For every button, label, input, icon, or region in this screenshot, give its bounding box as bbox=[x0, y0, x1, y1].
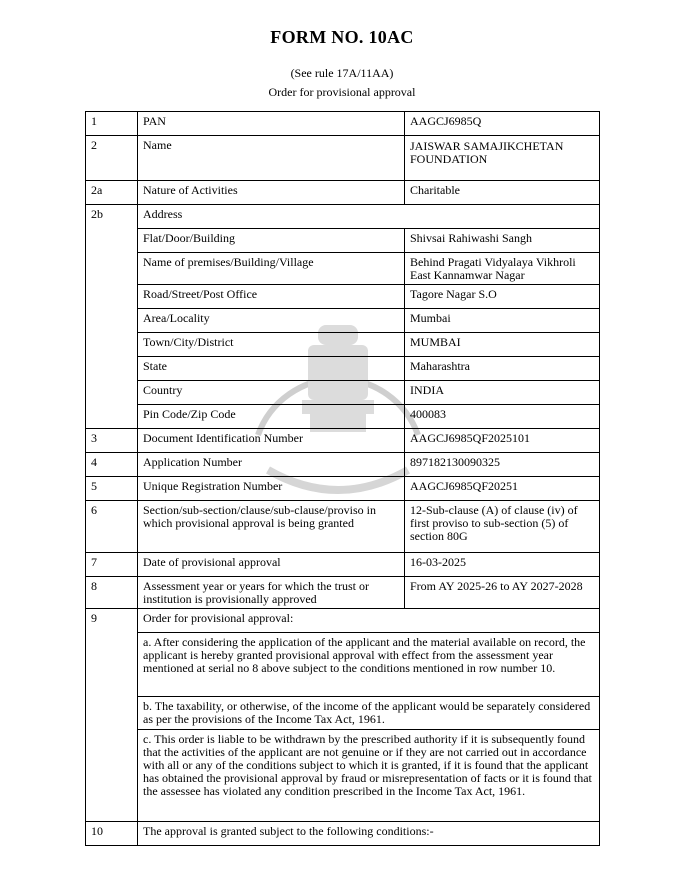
table-row bbox=[86, 181, 600, 205]
table-row bbox=[86, 609, 600, 633]
form-rule: (See rule 17A/11AA) bbox=[290, 66, 394, 80]
row-label: Application Number bbox=[138, 453, 405, 477]
row-value: From AY 2025-26 to AY 2027-2028 bbox=[405, 577, 600, 609]
row-number: 9 bbox=[86, 609, 138, 822]
table-row bbox=[86, 381, 600, 405]
address-value: INDIA bbox=[405, 381, 600, 405]
row-label: Date of provisional approval bbox=[138, 553, 405, 577]
address-label: Area/Locality bbox=[138, 309, 405, 333]
table-row bbox=[86, 477, 600, 501]
address-label: Road/Street/Post Office bbox=[138, 285, 405, 309]
row-value: AAGCJ6985Q bbox=[405, 112, 600, 136]
address-label: Pin Code/Zip Code bbox=[138, 405, 405, 429]
row-value: 897182130090325 bbox=[405, 453, 600, 477]
row-number: 5 bbox=[86, 477, 138, 501]
row-number: 4 bbox=[86, 453, 138, 477]
table-row bbox=[86, 333, 600, 357]
address-value: Maharashtra bbox=[405, 357, 600, 381]
table-row bbox=[86, 309, 600, 333]
address-value: 400083 bbox=[405, 405, 600, 429]
row-label: Order for provisional approval: bbox=[138, 609, 600, 633]
row-value: AAGCJ6985QF20251 bbox=[405, 477, 600, 501]
form-subtitle: Order for provisional approval bbox=[268, 85, 416, 99]
row-label: The approval is granted subject to the following conditions:- bbox=[138, 822, 600, 846]
address-value: Behind Pragati Vidyalaya Vikhroli East Kannamwar Nagar bbox=[405, 253, 600, 285]
row-value: JAISWAR SAMAJIKCHETAN FOUNDATION bbox=[405, 136, 600, 181]
address-label: Country bbox=[138, 381, 405, 405]
table-row bbox=[86, 205, 600, 229]
row-value: 12-Sub-clause (A) of clause (iv) of first proviso to sub-section (5) of section 80G bbox=[405, 501, 600, 553]
order-paragraph-a: a. After considering the application of the applicant and the material available on record, the applicant is hereby granted provisional approval with effect from the assessment year mentioned at serial no 8 above subject to the conditions mentioned in row number 10. bbox=[138, 633, 600, 697]
row-number: 10 bbox=[86, 822, 138, 846]
order-paragraph-b: b. The taxability, or otherwise, of the income of the applicant would be separately considered as per the provisions of the Income Tax Act, 1961. bbox=[138, 697, 600, 730]
table-row bbox=[86, 136, 600, 181]
address-label: Flat/Door/Building bbox=[138, 229, 405, 253]
row-number: 7 bbox=[86, 553, 138, 577]
table-row bbox=[86, 633, 600, 697]
table-row bbox=[86, 357, 600, 381]
row-label: Name bbox=[138, 136, 405, 181]
address-value: MUMBAI bbox=[405, 333, 600, 357]
form-title: FORM NO. 10AC bbox=[270, 27, 414, 47]
table-row bbox=[86, 501, 600, 553]
address-label: Town/City/District bbox=[138, 333, 405, 357]
table-row bbox=[86, 429, 600, 453]
row-label: Assessment year or years for which the trust or institution is provisionally approved bbox=[138, 577, 405, 609]
order-paragraph-c: c. This order is liable to be withdrawn by the prescribed authority if it is subsequently found that the activities of the applicant are not genuine or if they are not carried out in accordance with all or any of the conditions subject to which it is granted, if it is found that the applicant has obtained the provisional approval by fraud or misrepresentation of facts or it is found that the assessee has violated any condition prescribed in the Income Tax Act, 1961. bbox=[138, 730, 600, 822]
row-label: Address bbox=[138, 205, 600, 229]
table-row bbox=[86, 697, 600, 730]
row-number: 2a bbox=[86, 181, 138, 205]
row-label: Nature of Activities bbox=[138, 181, 405, 205]
row-number: 3 bbox=[86, 429, 138, 453]
row-label: Section/sub-section/clause/sub-clause/proviso in which provisional approval is being granted bbox=[138, 501, 405, 553]
table-row bbox=[86, 405, 600, 429]
approval-table bbox=[85, 111, 600, 846]
address-label: Name of premises/Building/Village bbox=[138, 253, 405, 285]
table-row bbox=[86, 553, 600, 577]
table-row bbox=[86, 822, 600, 846]
row-label: PAN bbox=[138, 112, 405, 136]
address-value: Mumbai bbox=[405, 309, 600, 333]
table-row bbox=[86, 453, 600, 477]
row-value: AAGCJ6985QF2025101 bbox=[405, 429, 600, 453]
row-number: 6 bbox=[86, 501, 138, 553]
address-label: State bbox=[138, 357, 405, 381]
row-label: Document Identification Number bbox=[138, 429, 405, 453]
row-value: Charitable bbox=[405, 181, 600, 205]
table-row bbox=[86, 730, 600, 822]
row-number: 2b bbox=[86, 205, 138, 429]
table-row bbox=[86, 253, 600, 285]
row-label: Unique Registration Number bbox=[138, 477, 405, 501]
table-row bbox=[86, 285, 600, 309]
row-value: 16-03-2025 bbox=[405, 553, 600, 577]
table-row bbox=[86, 229, 600, 253]
row-number: 1 bbox=[86, 112, 138, 136]
row-number: 2 bbox=[86, 136, 138, 181]
table-row bbox=[86, 577, 600, 609]
address-value: Tagore Nagar S.O bbox=[405, 285, 600, 309]
table-row bbox=[86, 112, 600, 136]
address-value: Shivsai Rahiwashi Sangh bbox=[405, 229, 600, 253]
row-number: 8 bbox=[86, 577, 138, 609]
